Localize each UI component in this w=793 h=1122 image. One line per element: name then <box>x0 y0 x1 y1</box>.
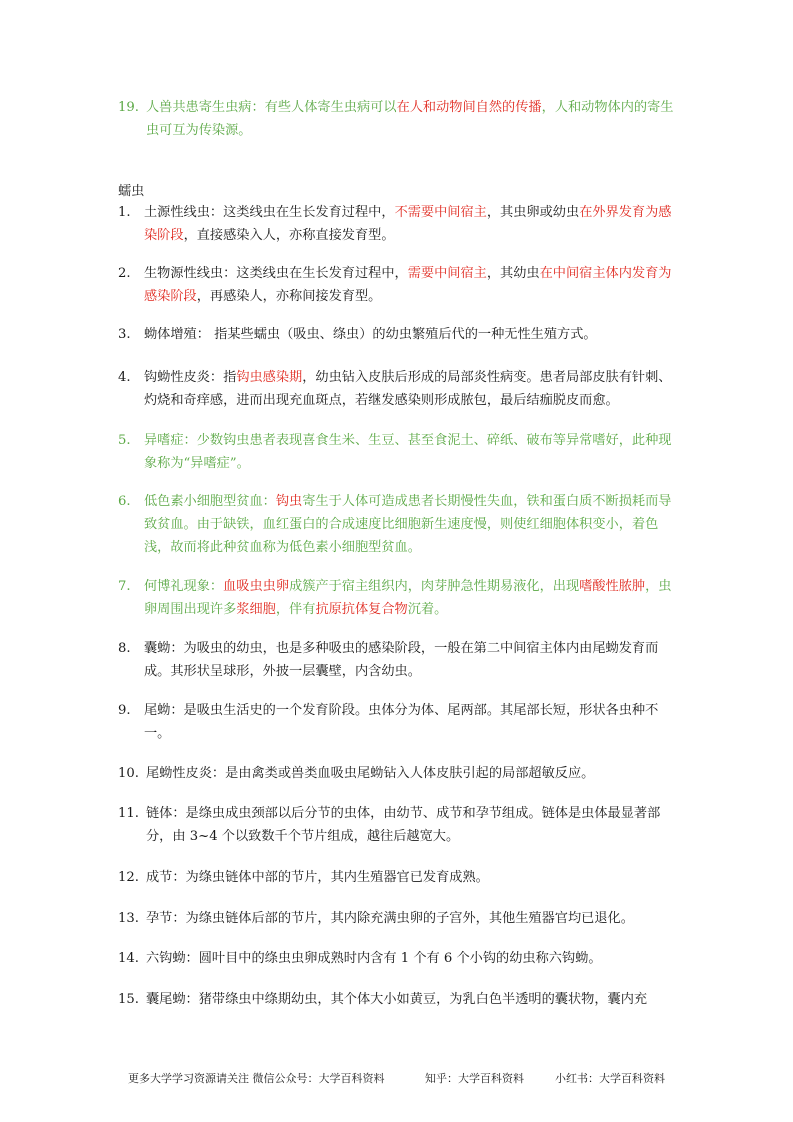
footer-wechat: 更多大学学习资源请关注 微信公众号：大学百科资料 <box>128 1072 385 1085</box>
text-segment: ，再感染人，亦称间接发育型。 <box>196 289 382 304</box>
list-item-12 <box>118 866 678 889</box>
item-text <box>144 323 678 346</box>
list-item-10 <box>118 762 678 785</box>
item-text <box>146 96 678 142</box>
text-segment: 生物源性线虫：这类线虫在生长发育过程中， <box>144 266 408 281</box>
item-text <box>144 575 678 621</box>
text-segment: 在外界发育为感染阶段 <box>144 205 672 243</box>
list-item-19 <box>118 96 678 142</box>
list-item-11 <box>118 802 678 848</box>
item-text <box>144 262 678 308</box>
item-text <box>146 802 678 848</box>
text-segment: 成簇产于宿主组织内，肉芽肿急性期易液化，出现 <box>289 579 580 594</box>
text-segment: 钩蚴性皮炎：指 <box>144 370 237 385</box>
text-segment: 尾蚴性皮炎：是由禽类或兽类血吸虫尾蚴钻入人体皮肤引起的局部超敏反应。 <box>146 766 595 781</box>
item-number: 15. <box>118 992 139 1007</box>
text-segment: 异嗜症：少数钩虫患者表现喜食生米、生豆、甚至食泥土、碎纸、破布等异常嗜好，此种现象称为“异嗜症”。 <box>144 433 672 471</box>
text-segment: 低色素小细胞型贫血： <box>144 494 276 509</box>
text-segment: 浆细胞 <box>236 602 276 617</box>
item-number: 12. <box>118 870 139 885</box>
item-number: 13. <box>118 911 139 926</box>
text-segment: 何博礼现象： <box>144 579 224 594</box>
item-number: 1. <box>118 205 131 220</box>
item-text <box>144 637 678 683</box>
text-segment: 成节：为绦虫链体中部的节片，其内生殖器官已发育成熟。 <box>146 870 489 885</box>
text-segment: ，其虫卵或幼虫 <box>486 205 580 220</box>
list-item-2 <box>118 262 678 308</box>
list-item-14 <box>118 947 678 970</box>
item-text <box>146 907 678 930</box>
text-segment: ，伴有 <box>275 602 316 617</box>
text-segment: 寄生于人体可造成患者长期慢性失血，铁和蛋白质不断损耗而导致贫血。由于缺铁，血红蛋白的合成速度比细胞新生速度慢，则使红细胞体积变小，着色浅，故而将此种贫血称为低色素小细胞型贫血。 <box>144 494 672 555</box>
item-text <box>146 947 678 970</box>
item-number: 9. <box>118 703 131 718</box>
item-text <box>144 366 678 412</box>
list-item-1 <box>118 201 678 247</box>
text-segment: 蚴体增殖： 指某些蠕虫（吸虫、绦虫）的幼虫繁殖后代的一种无性生殖方式。 <box>144 327 597 342</box>
text-segment: 尾蚴：是吸虫生活史的一个发育阶段。虫体分为体、尾两部。其尾部长短，形状各虫种不一。 <box>144 703 659 741</box>
text-segment: 抗原抗体复合物 <box>315 602 408 617</box>
item-number: 6. <box>118 494 131 509</box>
text-segment: 不需要中间宿主 <box>394 205 487 220</box>
item-text <box>146 988 678 1011</box>
footer-xiaohongshu: 小红书：大学百科资料 <box>555 1072 665 1085</box>
text-segment: ，其幼虫 <box>486 266 540 281</box>
text-segment: 需要中间宿主 <box>407 266 487 281</box>
text-segment: ，幼虫钻入皮肤后形成的局部炎性病变。患者局部皮肤有针刺、灼烧和奇痒感，进而出现充血斑点，若继发感染则形成脓包，最后结痂脱皮而愈。 <box>144 370 672 408</box>
text-segment: 链体：是绦虫成虫颈部以后分节的虫体，由幼节、成节和孕节组成。链体是虫体最显著部分，由 3~4 个以致数千个节片组成，越往后越宽大。 <box>146 806 661 844</box>
item-text <box>144 490 678 559</box>
item-number: 19. <box>118 100 139 115</box>
text-segment: ，直接感染入人，亦称直接发育型。 <box>183 228 395 243</box>
text-segment: 在中间宿主体内发育为感染阶段 <box>144 266 672 304</box>
item-number: 2. <box>118 266 131 281</box>
text-segment: 在人和动物间自然的传播 <box>396 100 542 115</box>
text-segment: 沉着。 <box>407 602 448 617</box>
text-segment: ，人和动物体内的寄生虫可互为传染源。 <box>146 100 674 138</box>
list-item-3 <box>118 323 678 346</box>
list-item-7 <box>118 575 678 621</box>
text-segment: ，虫卵周围出现许多 <box>144 579 672 617</box>
list-item-8 <box>118 637 678 683</box>
item-text <box>146 762 678 785</box>
text-segment: 人兽共患寄生虫病：有些人体寄生虫病可以 <box>146 100 397 115</box>
item-number: 14. <box>118 951 139 966</box>
list-item-13 <box>118 907 678 930</box>
text-segment: 囊尾蚴：猪带绦虫中绦期幼虫，其个体大小如黄豆，为乳白色半透明的囊状物，囊内充 <box>146 992 648 1007</box>
item-text <box>144 201 678 247</box>
item-number: 10. <box>118 766 139 781</box>
text-segment: 囊蚴：为吸虫的幼虫，也是多种吸虫的感染阶段，一般在第二中间宿主体内由尾蚴发育而成。其形状呈球形，外披一层囊壁，内含幼虫。 <box>144 641 659 679</box>
list-item-15 <box>118 988 678 1011</box>
text-segment: 嗜酸性脓肿 <box>579 579 646 594</box>
item-text <box>144 429 678 475</box>
item-number: 11. <box>118 806 139 821</box>
list-item-9 <box>118 699 678 745</box>
text-segment: 血吸虫虫卵 <box>223 579 290 594</box>
text-segment: 钩虫 <box>275 494 303 509</box>
list-item-5 <box>118 429 678 475</box>
list-item-4 <box>118 366 678 412</box>
text-segment: 土源性线虫：这类线虫在生长发育过程中， <box>144 205 395 220</box>
item-text <box>146 866 678 889</box>
text-segment: 钩虫感染期 <box>236 370 303 385</box>
footer-zhihu: 知乎：大学百科资料 <box>425 1072 524 1085</box>
text-segment: 孕节：为绦虫链体后部的节片，其内除充满虫卵的子宫外，其他生殖器官均已退化。 <box>146 911 634 926</box>
item-text <box>144 699 678 745</box>
item-number: 3. <box>118 327 131 342</box>
item-number: 5. <box>118 433 131 448</box>
text-segment: 六钩蚴：圆叶目中的绦虫虫卵成熟时内含有 1 个有 6 个小钩的幼虫称六钩蚴。 <box>146 951 602 966</box>
item-number: 4. <box>118 370 131 385</box>
list-item-6 <box>118 490 678 559</box>
item-number: 8. <box>118 641 131 656</box>
item-number: 7. <box>118 579 131 594</box>
section-title: 蠕虫 <box>118 184 145 199</box>
